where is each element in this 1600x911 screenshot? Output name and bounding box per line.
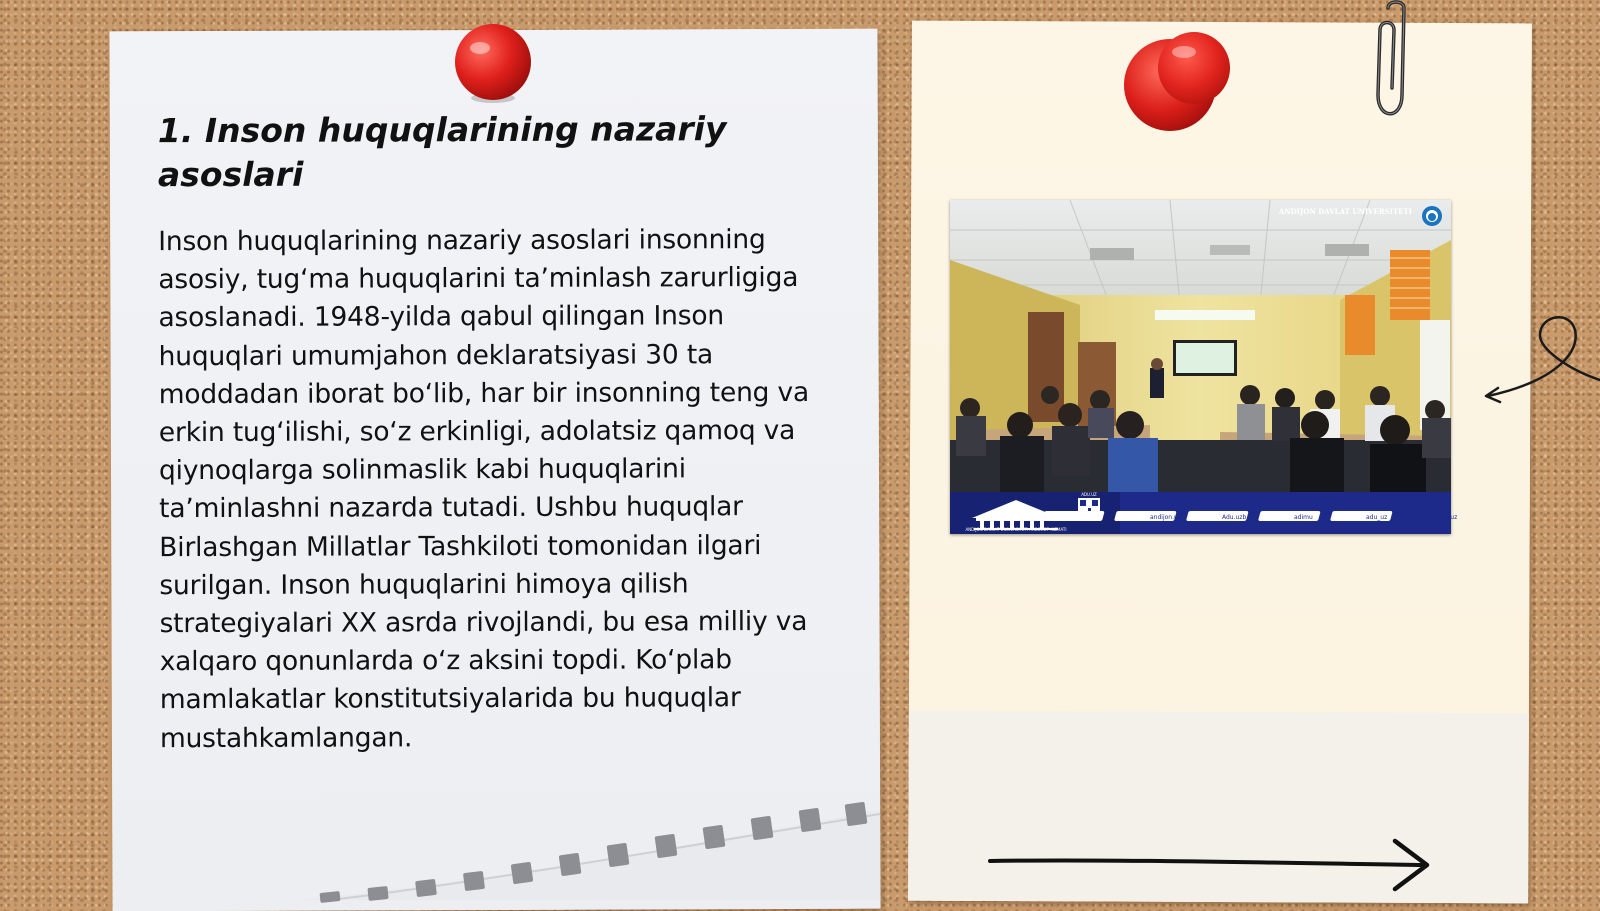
loop-arrow-icon bbox=[1480, 310, 1600, 410]
left-note-card bbox=[109, 29, 880, 911]
photo-social-5: adu_uz bbox=[1436, 514, 1458, 521]
photo-qr-label: ADU.UZ bbox=[1081, 492, 1097, 497]
classroom-photo-drawing bbox=[950, 200, 1458, 534]
photo-footer-caption: ANDIJON DAVLAT UNIVERSITETI AXBOROT XIZMATI bbox=[965, 527, 1067, 532]
photo-watermark-top: ANDIJON DAVLAT UNIVERSITETI bbox=[1278, 207, 1412, 216]
photo-social-1: andijon.uz bbox=[1150, 514, 1181, 521]
slide-title: 1. Inson huquqlarining nazariy asoslari bbox=[157, 109, 727, 195]
red-pushpin-icon bbox=[1122, 30, 1242, 140]
paperclip-icon bbox=[1370, 0, 1420, 125]
arrow-right-icon bbox=[985, 835, 1445, 895]
red-pushpin-icon bbox=[448, 18, 538, 108]
photo-social-2: Adu.uzb bbox=[1222, 514, 1247, 521]
slide-body-text: Inson huquqlarining nazariy asoslari insonning asosiy, tug‘ma huquqlarini ta’minlash zarurligiga asoslanadi. 1948-yilda qabul qilingan Inson huquqlari umumjahon deklaratsiyasi 30 ta moddadan iborat bo‘lib, har bir insonning teng va erkin tug‘ilishi, so‘z erkinligi, adolatsiz qamoq va qiynoqlarga solinmaslik kabi huquqlarini ta’minlashni nazarda tutadi. Ushbu huquqlar Birlashgan Millatlar Tashkiloti tomonidan ilgari surilgan. Inson huquqlarini himoya qilish strategiyalari XX asrda rivojlandi, bu esa milliy va xalqaro qonunlarda o‘z aksini topdi. Ko‘plab mamlakatlar konstitutsiyalarida bu huquqlar mustahkamlangan. bbox=[158, 224, 810, 754]
photo-social-4: adu_uz bbox=[1366, 514, 1388, 521]
classroom-photo bbox=[950, 200, 1458, 534]
photo-social-3: adimu bbox=[1294, 514, 1313, 521]
torn-paper-edge bbox=[300, 800, 880, 900]
